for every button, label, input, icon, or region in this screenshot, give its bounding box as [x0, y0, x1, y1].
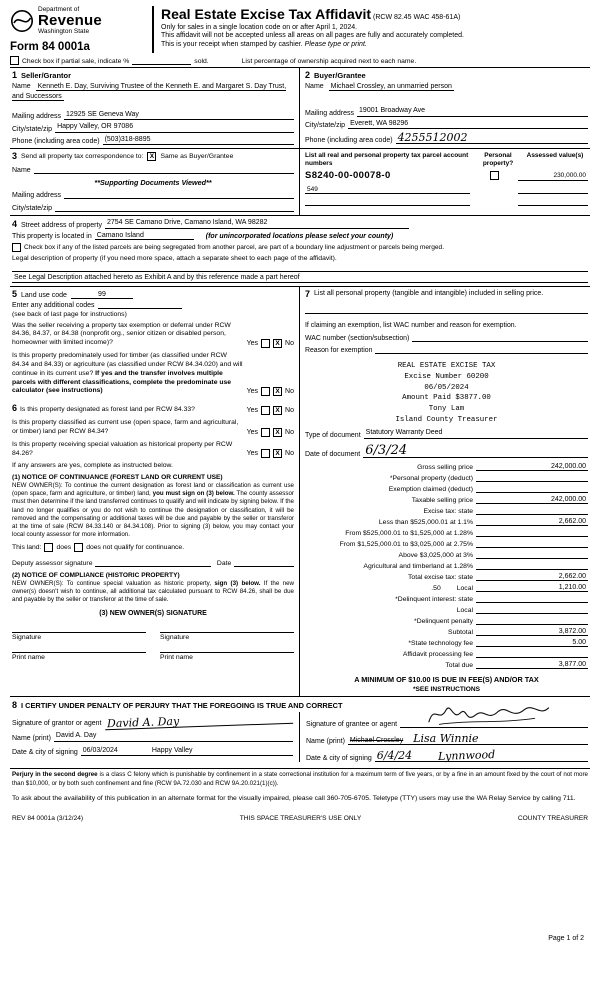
legal-description-value[interactable]: See Legal Description attached hereto as Exhibit A and by this reference made a part hereof	[12, 272, 588, 283]
county-note: (for unincorporated locations please select your county)	[205, 232, 394, 240]
main-columns	[10, 286, 590, 697]
land-qualify-row	[12, 543, 294, 552]
corr-mailing-label: Mailing address	[12, 192, 62, 200]
yes-label: Yes	[246, 407, 259, 415]
owner-signature-field-1[interactable]	[12, 619, 146, 633]
excise-tax-state-value[interactable]	[476, 507, 588, 516]
no-label: No	[285, 340, 294, 348]
segregated-checkbox[interactable]	[12, 243, 21, 252]
wac-number-label: WAC number (section/subsection)	[305, 334, 410, 342]
exemption-question-text: Was the seller receiving a property tax exemption or deferral under RCW 84.36, 84.37, or 84.38 (nonprofit org., senior citizen or disabled person, homeowner with limited income)?	[12, 321, 231, 347]
tax-label: Local	[456, 607, 473, 615]
tax-label: *Personal property (deduct)	[389, 475, 473, 483]
exemption-no-checkbox[interactable]: X	[273, 339, 282, 348]
printname-label-2: Print name	[160, 654, 193, 662]
parcel-header-personal: Personal property?	[482, 152, 514, 167]
grantee-signature-scribble	[412, 701, 562, 727]
grantee-name-print-label: Name (print)	[306, 738, 345, 746]
partial-sale-checkbox[interactable]	[10, 56, 19, 65]
segregated-note: Check box if any of the listed parcels are being segregated from another parcel, are part of a boundary line adjustment or parcels being merged.	[24, 243, 445, 251]
deputy-assessor-label: Deputy assessor signature	[12, 560, 93, 568]
section-7-intro: List all personal property (tangible and intangible) included in selling price.	[314, 289, 544, 297]
located-in-value[interactable]: Camano Island	[95, 232, 194, 240]
does-not-label: does not qualify for continuance.	[86, 543, 185, 551]
tax-label: Excise tax: state	[423, 508, 473, 516]
corr-city-field[interactable]	[55, 202, 294, 212]
timber-question-bold: If yes and the transfer involves multiple parcels with different classifications, complete the predominate use calculator (see instructions)	[12, 369, 232, 395]
owner-printname-field-1[interactable]	[12, 643, 146, 653]
grantee-sig-label: Signature of grantee or agent	[306, 721, 398, 729]
section-2-number: 2	[305, 70, 311, 81]
supporting-documents-note: **Supporting Documents Viewed**	[94, 177, 212, 187]
corr-name-field[interactable]	[34, 164, 294, 174]
section-4-property	[10, 215, 590, 286]
same-as-buyer-label: Same as Buyer/Grantee	[160, 152, 234, 160]
form-rcw: (RCW 82.45 WAC 458-61A)	[373, 14, 461, 21]
local-label: Local	[456, 585, 473, 593]
timber-yesno	[247, 387, 294, 396]
stamp-treasurer-title: Island County Treasurer	[395, 415, 498, 424]
stamp-amount-paid: Amount Paid $3877.00	[402, 394, 491, 403]
tax-label: *Delinquent interest: state	[395, 596, 473, 604]
partial-sale-sold-label: sold.	[194, 58, 209, 66]
seller-phone-value[interactable]: (503)318-8895	[103, 136, 294, 146]
section-6-number: 6	[12, 403, 18, 414]
parcel-row-2-assessed[interactable]	[518, 184, 588, 194]
agricultural-tax-value[interactable]	[476, 562, 588, 571]
subtotal-value[interactable]: 3,872.00	[476, 628, 588, 637]
grantor-date-city-field[interactable]	[81, 747, 293, 757]
does-label: does	[56, 543, 72, 551]
header-note-1: Only for sales in a single location code on or after April 1, 2024.	[161, 23, 358, 31]
minimum-due-note: A MINIMUM OF $10.00 IS DUE IN FEE(S) AND/OR TAX	[354, 675, 539, 685]
forest-yes-checkbox[interactable]	[261, 406, 270, 415]
yes-label: Yes	[246, 340, 259, 348]
seller-name-label: Name	[12, 83, 31, 91]
stamp-title: REAL ESTATE EXCISE TAX	[397, 362, 496, 371]
partial-sale-row	[10, 56, 590, 65]
stamp-treasurer-name: Tony Lam	[428, 405, 465, 413]
parcel-table	[300, 149, 590, 215]
left-column	[10, 287, 300, 697]
parcel-row-2-value[interactable]: 549	[305, 186, 470, 194]
new-owners-signature-title: (3) NEW OWNER(S) SIGNATURE	[99, 610, 207, 618]
reason-exemption-field[interactable]	[375, 345, 588, 355]
timber-question	[12, 352, 294, 396]
tax-label: Total excise tax: state	[408, 574, 473, 582]
grantor-date-value: 06/03/2024	[82, 746, 118, 754]
no-label: No	[285, 428, 294, 436]
buyer-mailing-value[interactable]: 19001 Broadway Ave	[357, 107, 588, 117]
grantee-name-print-field[interactable]	[348, 733, 588, 745]
grantor-date-city-label: Date & city of signing	[12, 749, 78, 757]
owner-printname-field-2[interactable]	[160, 643, 294, 653]
deputy-date-field[interactable]	[234, 558, 294, 568]
grantee-name-handwritten: Lisa Winnie	[413, 732, 479, 746]
grantee-date-city-field[interactable]	[375, 750, 588, 762]
buyer-city-label: City/state/zip	[305, 122, 346, 130]
delinquent-penalty-value[interactable]	[476, 617, 588, 626]
form-number: Form 84 0001a	[10, 41, 90, 54]
tax-label: Affidavit processing fee	[402, 651, 473, 659]
grantor-name-print-value[interactable]: David A. Day	[54, 732, 293, 742]
section-8-certification	[10, 696, 590, 765]
deputy-assessor-signature-field[interactable]	[95, 558, 210, 568]
date-of-document-label: Date of document	[305, 450, 361, 458]
parcel-row-2	[305, 184, 588, 194]
yes-label: Yes	[246, 388, 259, 396]
current-use-no-checkbox[interactable]: X	[273, 428, 282, 437]
section-3-label: Send all property tax correspondence to:	[21, 152, 144, 160]
seller-name-value[interactable]: Kenneth E. Day, Surviving Trustee of the Kenneth E. and Margaret S. Day Trust, and Successors	[12, 83, 287, 101]
current-use-yes-checkbox[interactable]	[261, 428, 270, 437]
owner-signature-field-2[interactable]	[160, 619, 294, 633]
stamp-excise-number: Excise Number 60200	[404, 372, 489, 381]
tax-label: Agricultural and timberland at 1.28%	[363, 563, 473, 571]
exemption-yesno	[247, 339, 294, 348]
street-address-value[interactable]: 2754 SE Camano Drive, Camano Island, WA 98282	[105, 219, 409, 229]
header	[10, 6, 590, 53]
exemption-claimed-deduct-value[interactable]	[476, 485, 588, 494]
header-note-2: This affidavit will not be accepted unless all areas on all pages are fully and accurately completed.	[161, 32, 464, 39]
total-due-value[interactable]: 3,877.00	[476, 661, 588, 670]
tax-label: *Delinquent penalty	[414, 618, 473, 626]
section-8-number: 8	[12, 700, 18, 711]
section-2-buyer	[300, 68, 590, 148]
section-4-number: 4	[12, 218, 18, 229]
this-land-label: This land:	[12, 543, 42, 551]
forest-yesno	[247, 406, 294, 415]
owner-printname-row	[12, 643, 294, 661]
grantor-city-value: Happy Valley	[151, 746, 193, 754]
grantee-signature-block	[300, 712, 588, 762]
tier2-tax-value[interactable]	[476, 529, 588, 538]
tax-label: Less than $525,000.01 at 1.1%	[378, 519, 473, 527]
same-as-buyer-checkbox[interactable]: X	[147, 152, 156, 161]
land-use-code-value[interactable]: 99	[71, 291, 133, 299]
parcel-row-3-value[interactable]	[305, 197, 470, 207]
footer-row	[10, 815, 590, 822]
form-title: Real Estate Excise Tax Affidavit	[161, 6, 372, 22]
personal-property-checkbox[interactable]	[490, 171, 499, 180]
seller-buyer-row	[10, 67, 590, 148]
does-qualify-checkbox[interactable]	[44, 543, 53, 552]
buyer-name-label: Name	[305, 83, 324, 91]
revenue-logo-icon	[10, 9, 34, 33]
grantor-sig-label: Signature of grantor or agent	[12, 720, 102, 728]
washington-state-label: Washington State	[38, 28, 90, 36]
local-rate-label: .50	[431, 585, 441, 593]
gross-selling-price-value[interactable]: 242,000.00	[476, 463, 588, 472]
timber-question-text: Is this property predominately used for timber (as classified under RCW 84.34 and 84.33) or agriculture (as classified under RCW 84.34.020) and will continue in its current use?	[12, 352, 243, 377]
no-label: No	[285, 388, 294, 396]
yes-label: Yes	[246, 428, 259, 436]
historic-question-text: Is this property receiving special valuation as historical property per RCW 84.26?	[12, 440, 233, 457]
signature-label-2: Signature	[160, 634, 190, 642]
tier1-tax-value[interactable]: 2,662.00	[476, 518, 588, 527]
header-left	[10, 6, 152, 53]
delinquent-interest-local-value[interactable]	[476, 606, 588, 615]
state-technology-fee-value[interactable]: 5.00	[476, 639, 588, 648]
current-use-question	[12, 419, 294, 437]
legal-description-label: Legal description of property (if you need more space, attach a separate sheet to each page of the affidavit).	[12, 254, 337, 262]
ownership-percent-note: List percentage of ownership acquired next to each name.	[241, 58, 417, 66]
treasurer-use-only-label: THIS SPACE TREASURER'S USE ONLY	[239, 814, 362, 822]
yes-label: Yes	[246, 450, 259, 458]
does-not-qualify-checkbox[interactable]	[74, 543, 83, 552]
located-in-label: This property is located in	[12, 232, 92, 240]
answers-yes-note: If any answers are yes, complete as instructed below.	[12, 462, 173, 470]
header-title-block	[152, 6, 590, 53]
buyer-phone-value[interactable]: 4255512002	[396, 132, 588, 144]
grantor-signature-block	[12, 712, 300, 762]
page-number: Page 1 of 2	[548, 935, 584, 942]
correspondence-parcel-row	[10, 148, 590, 215]
forest-land-question-text: Is this property designated as forest land per RCW 84.33?	[20, 406, 195, 414]
receipt-note: This is your receipt when stamped by cashier.	[161, 40, 305, 48]
historic-question	[12, 441, 294, 459]
tax-label: From $1,525,000.01 to $3,025,000 at 2.75%	[339, 541, 473, 549]
certify-statement: I CERTIFY UNDER PENALTY OF PERJURY THAT THE FOREGOING IS TRUE AND CORRECT	[21, 701, 343, 711]
type-of-document-value[interactable]: Statutory Warranty Deed	[364, 429, 588, 439]
assessed-value[interactable]: 230,000.00	[518, 172, 588, 182]
deputy-date-label: Date	[216, 560, 232, 568]
perjury-rest: is a class C felony which is punishable by confinement in a state correctional institution for a maximum term of five years, or by a fine in an amount fixed by the court of not more than $10,000, or by both such confinement and fine (RCW 9A.72.030 and RCW 9A.20.021(1)(c)).	[12, 771, 588, 787]
right-column	[300, 287, 590, 697]
notice-continuance-body: NEW OWNER(S): To continue the current designation as forest land or classification as current use (open space, farm and agriculture, or timber) land,	[12, 482, 294, 498]
notice-compliance-title: (2) NOTICE OF COMPLIANCE (HISTORIC PROPERTY)	[12, 572, 180, 580]
exemption-yes-checkbox[interactable]	[261, 339, 270, 348]
section-1-seller	[10, 68, 300, 148]
street-address-label: Street address of property	[21, 221, 102, 229]
seller-city-value[interactable]: Happy Valley, OR 97086	[55, 123, 294, 133]
see-instructions-note: *SEE INSTRUCTIONS	[412, 686, 481, 694]
timber-no-checkbox[interactable]: X	[273, 387, 282, 396]
date-of-document-value[interactable]: 6/3/24	[363, 444, 588, 458]
no-label: No	[285, 450, 294, 458]
corr-mailing-field[interactable]	[64, 190, 294, 200]
tax-label: *State technology fee	[408, 640, 473, 648]
grantor-signature[interactable]: David A. Day	[104, 712, 293, 731]
county-treasurer-label: COUNTY TREASURER	[517, 814, 588, 822]
grantor-name-print-label: Name (print)	[12, 734, 51, 742]
forest-no-checkbox[interactable]: X	[273, 406, 282, 415]
seller-mailing-label: Mailing address	[12, 113, 62, 121]
dept-of-label: Department of	[38, 6, 80, 13]
tax-computation-table	[305, 462, 588, 670]
additional-codes-field[interactable]	[98, 308, 182, 309]
tier3-tax-value[interactable]	[476, 540, 588, 549]
notice-compliance-bold: sign (3) below.	[214, 580, 261, 588]
buyer-name-value[interactable]: Michael Crossley, an unmarried person	[330, 83, 452, 91]
perjury-bold: Perjury in the second degree	[12, 771, 98, 779]
seller-city-label: City/state/zip	[12, 125, 53, 133]
tax-label: Taxable selling price	[411, 497, 473, 505]
owner-signature-row	[12, 619, 294, 641]
grantee-date-city-label: Date & city of signing	[306, 755, 372, 763]
tax-label: Subtotal	[448, 629, 473, 637]
additional-codes-label: Enter any additional codes	[12, 301, 95, 309]
no-label: No	[285, 407, 294, 415]
delinquent-interest-state-value[interactable]	[476, 595, 588, 604]
personal-property-deduct-value[interactable]	[476, 474, 588, 483]
forest-land-question	[12, 403, 294, 415]
legal-description-spacer[interactable]	[12, 262, 588, 272]
historic-no-checkbox[interactable]: X	[273, 449, 282, 458]
type-or-print-note: Please type or print.	[304, 40, 367, 48]
taxable-selling-price-value[interactable]: 242,000.00	[476, 496, 588, 505]
revenue-wordmark: Revenue	[38, 12, 102, 30]
grantee-signature-field[interactable]	[400, 715, 588, 728]
tax-label: Gross selling price	[417, 464, 473, 472]
notice-continuance-body-post: The county assessor must then determine if the land transferred continues to qualify and will indicate by signing below. If the land no longer qualifies or you do not wish to continue the designation or classification, it will be removed and the compensating or additional taxes will be due and payable by the seller or transferor at the time of sale (RCW 84.33.140 or 84.34.108). Prior to signing (3) below, you may contact your local county assessor for more information.	[12, 490, 294, 538]
type-of-document-label: Type of document	[305, 431, 361, 439]
additional-codes-note: (see back of last page for instructions)	[12, 310, 127, 318]
buyer-city-value[interactable]: Everett, WA 98296	[348, 120, 588, 130]
buyer-phone-label: Phone (including area code)	[305, 137, 393, 145]
notice-compliance-body-post: If the new owner(s) doesn't wish to continue, all additional tax calculated pursuant to RCW 84.26, shall be due and payable by the seller or transferor at the time of sale.	[12, 580, 294, 604]
printname-label-1: Print name	[12, 654, 45, 662]
historic-yesno	[247, 449, 294, 458]
section-2-title: Buyer/Grantee	[314, 71, 366, 81]
signature-label-1: Signature	[12, 634, 42, 642]
corr-city-label: City/state/zip	[12, 204, 53, 212]
alternate-format-note: To ask about the availability of this publication in an alternate format for the visually impaired, please call 360-705-6705. Teletype (TTY) users may use the WA Relay Service by calling 711.	[12, 794, 576, 802]
section-5-number: 5	[12, 288, 18, 299]
personal-property-list-field[interactable]	[305, 305, 588, 315]
partial-sale-percent-field[interactable]	[132, 64, 191, 65]
affidavit-processing-fee-value[interactable]	[476, 650, 588, 659]
section-1-number: 1	[12, 70, 18, 81]
current-use-question-text: Is this property classified as current use (open space, farm and agricultural, or timber) land per RCW 84.34?	[12, 419, 239, 435]
historic-yes-checkbox[interactable]	[261, 449, 270, 458]
grantee-name-print-value: Michael Crossley	[349, 737, 404, 745]
tax-label: Above $3,025,000 at 3%	[398, 552, 473, 560]
rev-number: REV 84 0001a (3/12/24)	[12, 814, 84, 822]
land-use-code-label: Land use code	[21, 291, 67, 299]
buyer-mailing-label: Mailing address	[305, 109, 355, 117]
total-excise-state-value[interactable]: 2,662.00	[476, 573, 588, 582]
tax-label: From $525,000.01 to $1,525,000 at 1.28%	[345, 530, 473, 538]
tax-label: Total due	[445, 662, 473, 670]
local-tax-value[interactable]: 1,210.00	[476, 584, 588, 593]
corr-name-label: Name	[12, 166, 31, 174]
section-3-correspondence	[10, 149, 300, 215]
parcel-row-3	[305, 197, 588, 207]
notice-continuance-bold: you must sign on (3) below.	[152, 490, 235, 498]
parcel-header-accounts: List all real and personal property tax parcel account numbers	[305, 152, 469, 167]
parcel-row-1	[305, 170, 588, 181]
notice-continuance-title: (1) NOTICE OF CONTINUANCE (FOREST LAND OR CURRENT USE)	[12, 474, 223, 482]
partial-sale-label: Check box if partial sale, indicate %	[22, 58, 130, 66]
exemption-claim-note: If claiming an exemption, list WAC number and reason for exemption.	[305, 322, 517, 330]
current-use-yesno	[247, 428, 294, 437]
parcel-number-value[interactable]: S8240-00-00078-0	[305, 170, 391, 181]
parcel-header-assessed: Assessed value(s)	[526, 152, 584, 160]
grantee-city-value: Lynnwood	[437, 748, 496, 764]
tax-label: Exemption claimed (deduct)	[388, 486, 473, 494]
section-7-number: 7	[305, 288, 311, 299]
tier4-tax-value[interactable]	[476, 551, 588, 560]
perjury-note	[10, 768, 590, 788]
grantee-date-value: 6/4/24	[376, 749, 413, 763]
seller-phone-label: Phone (including area code)	[12, 138, 100, 146]
section-3-number: 3	[12, 151, 18, 162]
notice-compliance-body: NEW OWNER(S): To continue special valuation as historic property,	[12, 580, 215, 588]
treasurer-stamp	[342, 361, 552, 425]
wac-number-field[interactable]	[412, 332, 588, 342]
section-1-title: Seller/Grantor	[21, 71, 72, 81]
exemption-question	[12, 322, 294, 348]
reason-exemption-label: Reason for exemption	[305, 347, 373, 355]
parcel-row-3-assessed[interactable]	[518, 197, 588, 207]
stamp-date: 06/05/2024	[424, 383, 469, 392]
timber-yes-checkbox[interactable]	[261, 387, 270, 396]
seller-mailing-value[interactable]: 12925 SE Geneva Way	[64, 111, 294, 121]
